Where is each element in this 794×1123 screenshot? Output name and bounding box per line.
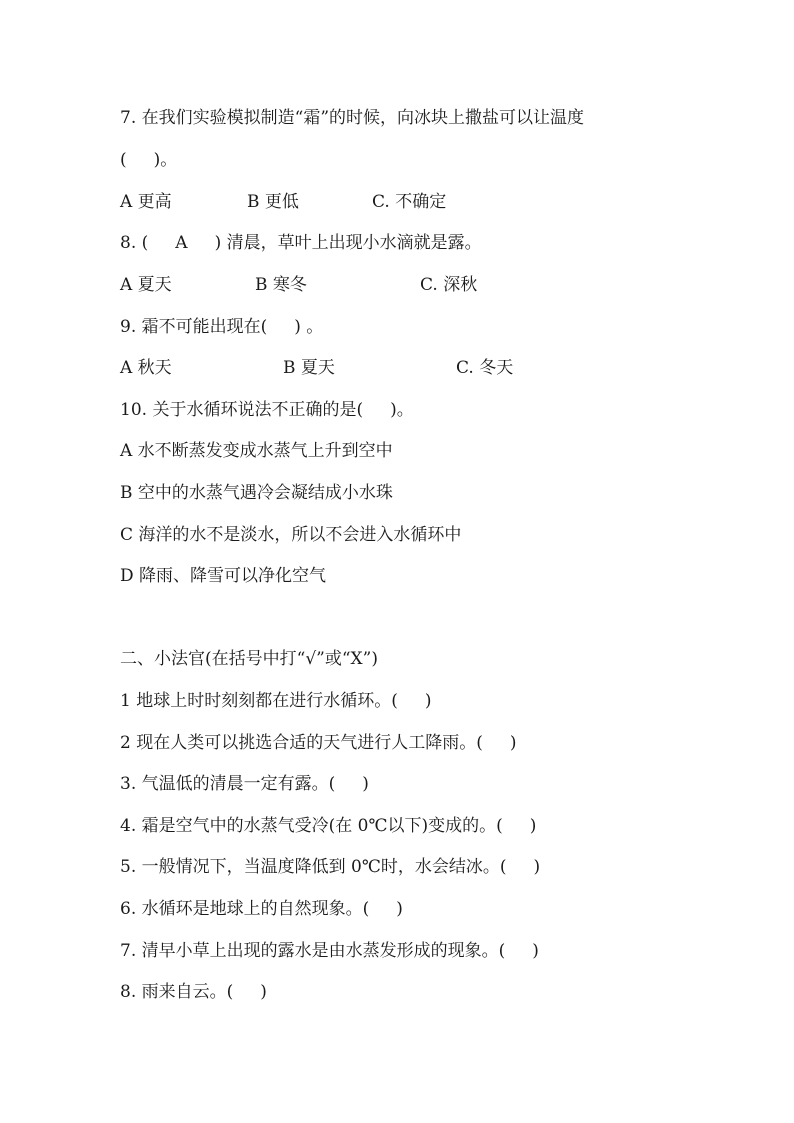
question-7-option-c: C. 不确定 — [372, 192, 447, 212]
judge-item-1: 1 地球上时时刻刻都在进行水循环。( ) — [120, 691, 432, 711]
judge-item-3: 3. 气温低的清晨一定有露。( ) — [120, 774, 369, 794]
question-10-option-a: A 水不断蒸发变成水蒸气上升到空中 — [120, 441, 393, 461]
question-7-option-b: B 更低 — [247, 192, 299, 212]
judge-item-4: 4. 霜是空气中的水蒸气受冷(在 0℃以下)变成的。( ) — [120, 816, 537, 836]
question-7-line-2: ( )。 — [120, 150, 178, 170]
question-7-option-a: A 更高 — [120, 192, 172, 212]
question-9-option-a: A 秋天 — [120, 358, 172, 378]
question-8-text: 8. ( A ) 清晨，草叶上出现小水滴就是露。 — [120, 233, 482, 253]
question-10-text: 10. 关于水循环说法不正确的是( )。 — [120, 400, 414, 420]
judge-item-5: 5. 一般情况下，当温度降低到 0℃时，水会结冰。( ) — [120, 857, 541, 877]
question-8-option-c: C. 深秋 — [420, 275, 478, 295]
question-9-text: 9. 霜不可能出现在( ) 。 — [120, 317, 324, 337]
question-9-option-c: C. 冬天 — [456, 358, 514, 378]
question-9-option-b: B 夏天 — [283, 358, 335, 378]
question-10-option-b: B 空中的水蒸气遇冷会凝结成小水珠 — [120, 483, 393, 503]
judge-item-7: 7. 清早小草上出现的露水是由水蒸发形成的现象。( ) — [120, 941, 539, 961]
judge-item-2: 2 现在人类可以挑选合适的天气进行人工降雨。( ) — [120, 733, 517, 753]
question-8-option-b: B 寒冬 — [255, 275, 307, 295]
section-judge-heading: 二、小法官(在括号中打“√”或“X”) — [120, 649, 378, 669]
judge-item-6: 6. 水循环是地球上的自然现象。( ) — [120, 899, 403, 919]
question-7-line-1: 7. 在我们实验模拟制造“霜”的时候，向冰块上撒盐可以让温度 — [120, 108, 585, 128]
question-10-option-d: D 降雨、降雪可以净化空气 — [120, 566, 327, 586]
question-8-option-a: A 夏天 — [120, 275, 172, 295]
question-10-option-c: C 海洋的水不是淡水，所以不会进入水循环中 — [120, 525, 462, 545]
judge-item-8: 8. 雨来自云。( ) — [120, 982, 267, 1002]
